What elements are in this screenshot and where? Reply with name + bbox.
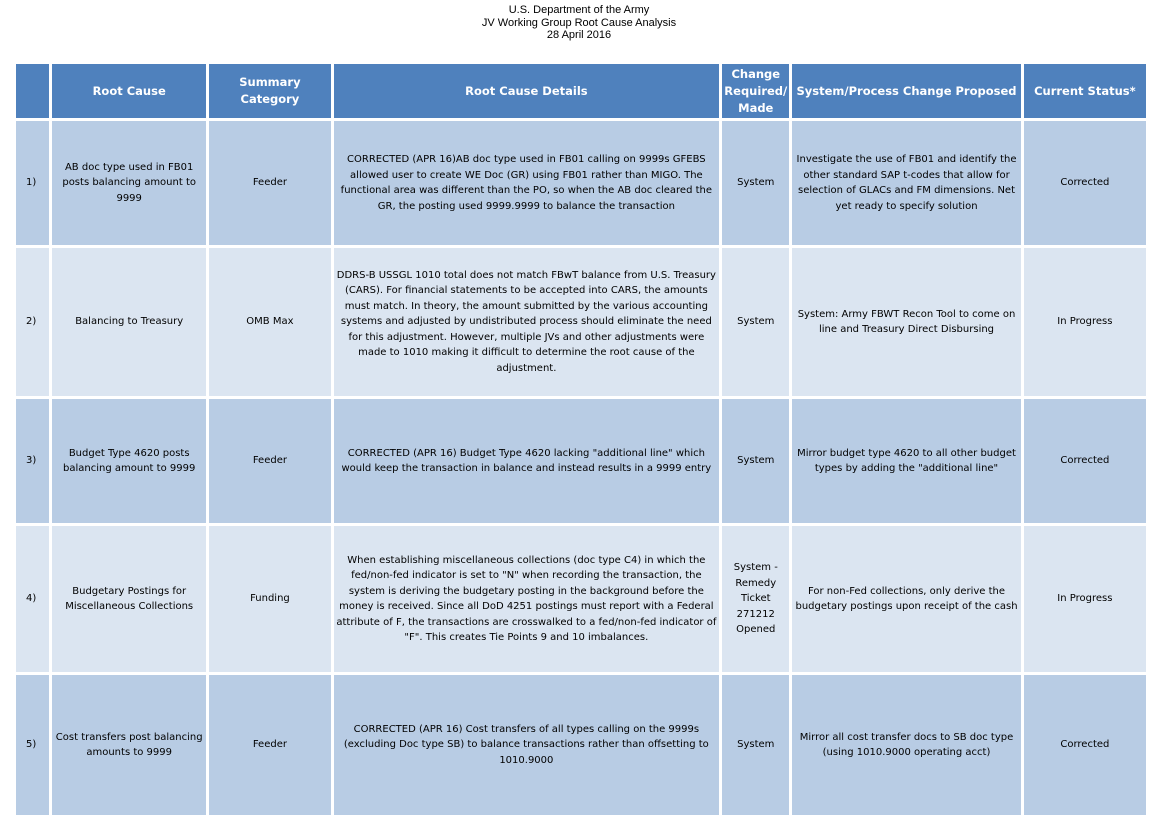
header-line-date: 28 April 2016	[546, 29, 612, 41]
status-cell: In Progress	[1024, 526, 1146, 672]
summary-category-cell: Feeder	[209, 121, 330, 245]
root-cause-details-cell: DDRS-B USSGL 1010 total does not match FBwT balance from U.S. Treasury (CARS). For financial statements to be accepted into CARS, the amounts must match. In theory, the amount submitted by the various accounting systems and adjusted by undistributed process should eliminate the need for this adjustment. However, multiple JVs and other adjustments were made to 1010 making it difficult to determine the root cause of the adjustment.	[334, 248, 720, 396]
root-cause-details-cell: When establishing miscellaneous collections (doc type C4) in which the fed/non-fed indicator is set to "N" when recording the transaction, the system is deriving the budgetary posting in the background before the money is received. Since all DoD 4251 postings must report with a Federal attribute of F, the transactions are crosswalked to a fed/non-fed indicator of "F". This creates Tie Points 9 and 10 imbalances.	[334, 526, 720, 672]
summary-category-cell: Feeder	[209, 399, 330, 523]
change-required-cell: System	[722, 399, 789, 523]
root-cause-cell: Balancing to Treasury	[52, 248, 206, 396]
document-header	[0, 4, 1158, 42]
column-header-current-status: Current Status*	[1024, 64, 1146, 118]
change-required-cell: System - Remedy Ticket 271212 Opened	[722, 526, 789, 672]
status-cell: Corrected	[1024, 399, 1146, 523]
change-required-cell: System	[722, 121, 789, 245]
root-cause-details-cell: CORRECTED (APR 16)AB doc type used in FB01 calling on 9999s GFEBS allowed user to create WE Doc (GR) using FB01 rather than MIGO. The functional area was different than the PO, so when the AB doc cleared the GR, the posting used 9999.9999 to balance the transaction	[334, 121, 720, 245]
change-proposed-cell: Mirror budget type 4620 to all other budget types by adding the "additional line"	[792, 399, 1020, 523]
table-row	[16, 526, 1146, 672]
root-cause-details-cell: CORRECTED (APR 16) Budget Type 4620 lacking "additional line" which would keep the transaction in balance and instead results in a 9999 entry	[334, 399, 720, 523]
table-header-row	[16, 64, 1146, 118]
row-number: 5)	[16, 675, 49, 815]
row-number: 4)	[16, 526, 49, 672]
change-proposed-cell: Investigate the use of FB01 and identify the other standard SAP t-codes that allow for selection of GLACs and FM dimensions. Net yet ready to specify solution	[792, 121, 1020, 245]
change-proposed-cell: Mirror all cost transfer docs to SB doc type (using 1010.9000 operating acct)	[792, 675, 1020, 815]
summary-category-cell: Feeder	[209, 675, 330, 815]
root-cause-cell: Cost transfers post balancing amounts to 9999	[52, 675, 206, 815]
column-header-change-required: Change Required/ Made	[722, 64, 789, 118]
table-row	[16, 675, 1146, 815]
row-number: 3)	[16, 399, 49, 523]
table-row	[16, 399, 1146, 523]
change-proposed-cell: For non-Fed collections, only derive the budgetary postings upon receipt of the cash	[792, 526, 1020, 672]
change-proposed-cell: System: Army FBWT Recon Tool to come on line and Treasury Direct Disbursing	[792, 248, 1020, 396]
row-number: 1)	[16, 121, 49, 245]
change-required-cell: System	[722, 675, 789, 815]
root-cause-details-cell: CORRECTED (APR 16) Cost transfers of all types calling on the 9999s (excluding Doc type SB) to balance transactions rather than offsetting to 1010.9000	[334, 675, 720, 815]
column-header-system-process-change: System/Process Change Proposed	[792, 64, 1020, 118]
summary-category-cell: Funding	[209, 526, 330, 672]
root-cause-cell: Budget Type 4620 posts balancing amount to 9999	[52, 399, 206, 523]
status-cell: Corrected	[1024, 675, 1146, 815]
status-cell: In Progress	[1024, 248, 1146, 396]
column-header-summary-category: Summary Category	[209, 64, 330, 118]
table-row	[16, 248, 1146, 396]
header-line-title: JV Working Group Root Cause Analysis	[481, 16, 677, 29]
header-line-department: U.S. Department of the Army	[508, 4, 650, 16]
column-header-num	[16, 64, 49, 118]
table-row	[16, 121, 1146, 245]
summary-category-cell: OMB Max	[209, 248, 330, 396]
root-cause-cell: AB doc type used in FB01 posts balancing amount to 9999	[52, 121, 206, 245]
status-cell: Corrected	[1024, 121, 1146, 245]
root-cause-cell: Budgetary Postings for Miscellaneous Collections	[52, 526, 206, 672]
column-header-root-cause: Root Cause	[52, 64, 206, 118]
column-header-root-cause-details: Root Cause Details	[334, 64, 720, 118]
row-number: 2)	[16, 248, 49, 396]
change-required-cell: System	[722, 248, 789, 396]
root-cause-table	[13, 61, 1149, 818]
